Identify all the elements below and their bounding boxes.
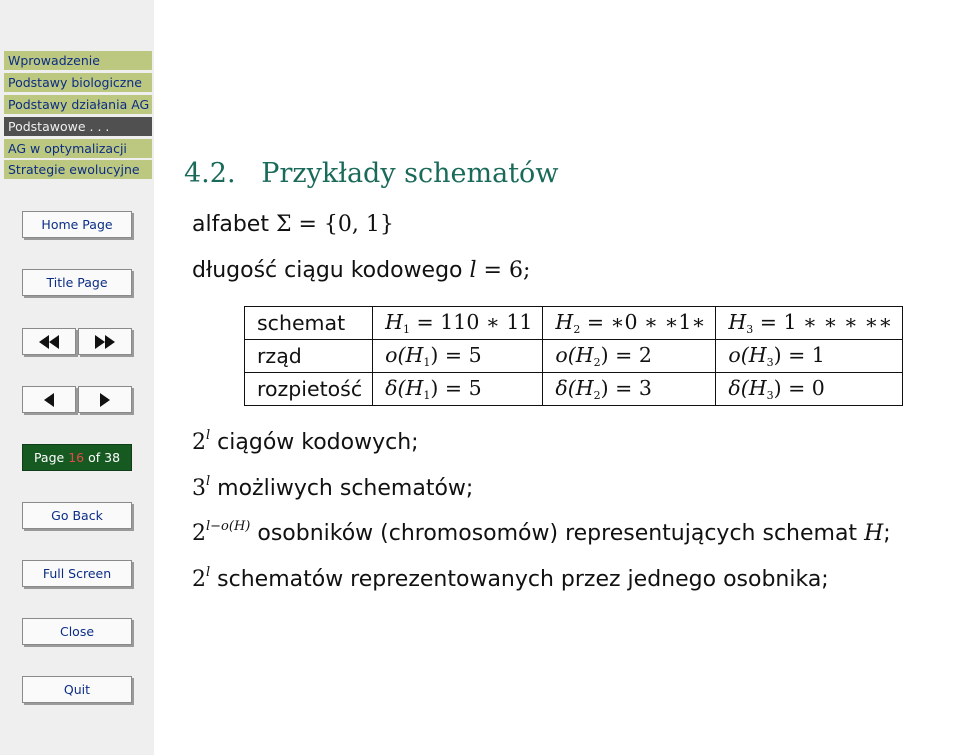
row-label: rząd <box>245 340 373 373</box>
h1-span: $\delta(H_1) = 5$ <box>373 373 543 406</box>
right-arrow-icon <box>100 393 110 407</box>
h2-schema: $H_2$ = ∗0 ∗ ∗1∗ <box>543 307 716 340</box>
sidebar <box>0 0 154 755</box>
row-label: schemat <box>245 307 373 340</box>
go-back-button[interactable]: Go Back <box>22 502 132 529</box>
quit-button[interactable]: Quit <box>22 676 132 703</box>
left-arrow-icon <box>44 393 54 407</box>
slide-content <box>154 0 960 755</box>
bullet-line-4: 2$^l$ schematów reprezentowanych przez jednego osobnika; <box>192 565 829 592</box>
bullet-line-3: $2^{l-o(H)}$ osobników (chromosomów) representujących schemat H; <box>192 519 891 546</box>
h3-order: $o(H_3) = 1$ <box>716 340 903 373</box>
h1-order: $o(H_1) = 5$ <box>373 340 543 373</box>
full-screen-button[interactable]: Full Screen <box>22 560 132 587</box>
page-current: 16 <box>68 450 85 465</box>
h2-span: $\delta(H_2) = 3$ <box>543 373 716 406</box>
h3-schema: $H_3 = 1$ ∗ ∗ ∗ ∗∗ <box>716 307 903 340</box>
bullet-line-2: 3$^l$ możliwych schematów; <box>192 474 474 501</box>
table-row <box>245 340 903 373</box>
last-page-button[interactable] <box>78 328 132 355</box>
page-indicator: Page 16 of 38 <box>22 444 132 471</box>
nav-ag-w-optymalizacji[interactable]: AG w optymalizacji <box>4 139 152 158</box>
double-right-arrow-icon <box>95 335 115 349</box>
close-button[interactable]: Close <box>22 618 132 645</box>
schema-table <box>244 306 903 406</box>
bullet-line-1: 2$^l$ ciągów kodowych; <box>192 428 419 455</box>
h1-schema: $H_1 = 110$ ∗ 11 <box>373 307 543 340</box>
nav-podstawowe[interactable]: Podstawowe . . . <box>4 117 152 136</box>
row-label: rozpietość <box>245 373 373 406</box>
first-page-button[interactable] <box>22 328 76 355</box>
double-left-arrow-icon <box>39 335 59 349</box>
prev-page-button[interactable] <box>22 386 76 413</box>
nav-wprowadzenie[interactable]: Wprowadzenie <box>4 51 152 70</box>
h3-span: $\delta(H_3) = 0$ <box>716 373 903 406</box>
code-length-line: długość ciągu kodowego l = 6; <box>192 258 531 283</box>
table-row <box>245 373 903 406</box>
title-page-button[interactable]: Title Page <box>22 269 132 296</box>
nav-podstawy-dzialania-ag[interactable]: Podstawy działania AG <box>4 95 152 114</box>
h2-order: $o(H_2) = 2$ <box>543 340 716 373</box>
slide-title: 4.2. Przykłady schematów <box>184 158 559 189</box>
next-page-button[interactable] <box>78 386 132 413</box>
alphabet-line: alfabet Σ = {0, 1} <box>192 212 394 237</box>
home-page-button[interactable]: Home Page <box>22 211 132 238</box>
table-row <box>245 307 903 340</box>
nav-podstawy-biologiczne[interactable]: Podstawy biologiczne <box>4 73 152 92</box>
nav-strategie-ewolucyjne[interactable]: Strategie ewolucyjne <box>4 160 152 179</box>
